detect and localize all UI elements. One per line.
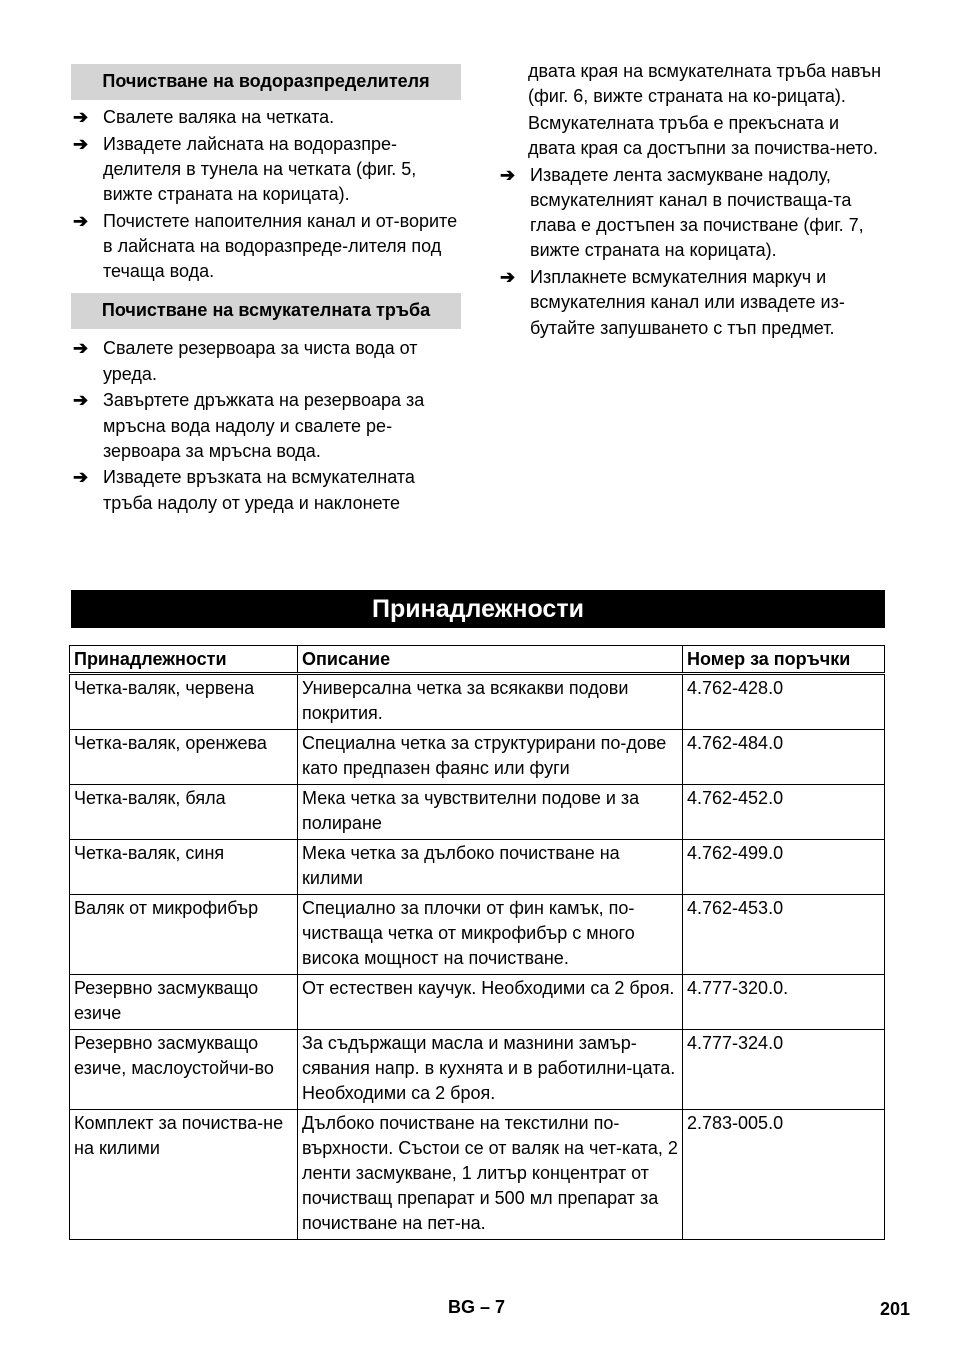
- accessory-description: Специално за плочки от фин камък, по-чистваща четка от микрофибър с много висока мощност на почистване.: [298, 895, 683, 975]
- arrow-right-icon: ➔: [73, 338, 89, 359]
- table-row: [70, 730, 885, 785]
- table-row: [70, 840, 885, 895]
- accessory-description: Дълбоко почистване на текстилни по-върхности. Състои се от валяк на чет-ката, 2 ленти засмукване, 1 литър концентрат от почистващ препарат и 500 мл препарат за почистване на пет-на.: [298, 1110, 683, 1240]
- order-number: 4.777-320.0.: [683, 975, 885, 1030]
- accessory-name: Четка-валяк, червена: [70, 674, 298, 730]
- section-heading-water-distributor: Почистване на водоразпределителя: [71, 64, 461, 100]
- list-item: ➔ Свалете валяка на четката.: [71, 105, 461, 130]
- list-item: ➔ Изплакнете всмукателния маркуч и всмукателния канал или извадете из-бутайте запушването с тъп предмет.: [500, 267, 845, 338]
- arrow-right-icon: ➔: [500, 164, 516, 185]
- accessories-table: [69, 645, 885, 1240]
- table-row: [70, 895, 885, 975]
- arrow-right-icon: ➔: [500, 267, 516, 288]
- column-header-accessories: Принадлежности: [70, 646, 298, 674]
- order-number: 4.762-453.0: [683, 895, 885, 975]
- column-header-order-number: Номер за поръчки: [683, 646, 885, 674]
- arrow-right-icon: ➔: [73, 467, 89, 488]
- order-number: 4.762-452.0: [683, 785, 885, 840]
- list-item: ➔ Свалете резервоара за чиста вода от уреда.: [73, 338, 418, 384]
- accessory-name: Четка-валяк, синя: [70, 840, 298, 895]
- order-number: 4.777-324.0: [683, 1030, 885, 1110]
- section-heading-suction-tube: Почистване на всмукателната тръба: [71, 293, 461, 329]
- accessory-description: За съдържащи масла и мазнини замър-сявания напр. в кухнята и в работилни-цата. Необходими са 2 броя.: [298, 1030, 683, 1110]
- order-number: 4.762-428.0: [683, 674, 885, 730]
- accessory-name: Четка-валяк, бяла: [70, 785, 298, 840]
- accessory-name: Резервно засмукващо езиче: [70, 975, 298, 1030]
- note-text: Всмукателната тръба е прекъсната и двата края са достъпни за почиства-нето.: [528, 112, 879, 159]
- list-item: ➔ Извадете лайсната на водоразпре-делителя в тунела на четката (фиг. 5, вижте страната на корицата).: [73, 133, 417, 205]
- arrow-right-icon: ➔: [73, 133, 89, 154]
- continuation-text: двата края на всмукателната тръба навън (фиг. 6, вижте страната на ко-рицата).: [528, 61, 882, 107]
- accessory-description: Мека четка за чувствителни подове и за полиране: [298, 785, 683, 840]
- accessory-description: Специална четка за структурирани по-дове като предпазен фаянс или фуги: [298, 730, 683, 785]
- accessory-name: Четка-валяк, оренжева: [70, 730, 298, 785]
- table-row: [70, 674, 885, 730]
- column-header-description: Описание: [298, 646, 683, 674]
- list-item: ➔ Почистете напоителния канал и от-ворите в лайсната на водоразпреде-лителя под течаща вода.: [73, 210, 458, 282]
- table-row: [70, 785, 885, 840]
- accessory-description: Универсална четка за всякакви подови покрития.: [298, 674, 683, 730]
- list-item: ➔ Завъртете дръжката на резервоара за мръсна вода надолу и свалете ре-зервоара за мръсна вода.: [73, 390, 425, 461]
- left-column: [71, 59, 461, 517]
- accessory-name: Валяк от микрофибър: [70, 895, 298, 975]
- accessory-description: От естествен каучук. Необходими са 2 броя.: [298, 975, 683, 1030]
- right-column: [498, 59, 888, 342]
- arrow-right-icon: ➔: [73, 210, 89, 231]
- order-number: 2.783-005.0: [683, 1110, 885, 1240]
- footer-language-page: BG – 7: [448, 1297, 506, 1317]
- order-number: 4.762-499.0: [683, 840, 885, 895]
- footer-page-number: 201: [879, 1299, 910, 1319]
- arrow-right-icon: ➔: [73, 107, 89, 127]
- arrow-right-icon: ➔: [73, 390, 89, 411]
- table-row: [70, 1110, 885, 1240]
- accessory-name: Резервно засмукващо езиче, маслоустойчи-во: [70, 1030, 298, 1110]
- accessory-name: Комплект за почиства-не на килими: [70, 1110, 298, 1240]
- list-item: ➔ Извадете лента засмукване надолу, всмукателният канал в почистваща-та глава е достъпен за почистване (фиг. 7, вижте страната на корицата).: [500, 164, 864, 261]
- table-row: [70, 1030, 885, 1110]
- accessory-description: Мека четка за дълбоко почистване на килими: [298, 840, 683, 895]
- list-item: ➔ Извадете връзката на всмукателната тръба надолу от уреда и наклонете: [73, 467, 415, 513]
- table-row: [70, 975, 885, 1030]
- table-header-row: [70, 646, 885, 674]
- order-number: 4.762-484.0: [683, 730, 885, 785]
- accessories-title: Принадлежности: [71, 590, 885, 628]
